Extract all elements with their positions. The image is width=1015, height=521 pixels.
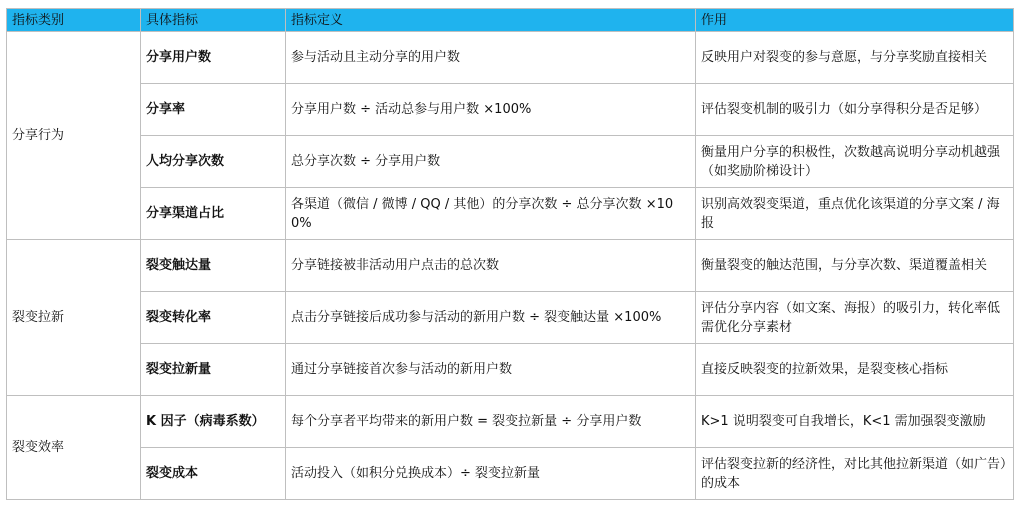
- header-definition[interactable]: 指标定义: [286, 9, 696, 32]
- header-indicator[interactable]: 具体指标: [141, 9, 286, 32]
- definition-cell[interactable]: 总分享次数 ÷ 分享用户数: [286, 136, 696, 188]
- table-row: [7, 344, 1014, 396]
- table-row: [7, 136, 1014, 188]
- category-cell[interactable]: 裂变效率: [7, 396, 141, 500]
- purpose-cell[interactable]: K>1 说明裂变可自我增长，K<1 需加强裂变激励: [696, 396, 1014, 448]
- table-row: [7, 84, 1014, 136]
- metrics-table: [6, 8, 1014, 500]
- indicator-cell[interactable]: 人均分享次数: [141, 136, 286, 188]
- header-row: [7, 9, 1014, 32]
- purpose-cell[interactable]: 评估裂变机制的吸引力（如分享得积分是否足够）: [696, 84, 1014, 136]
- definition-cell[interactable]: 各渠道（微信 / 微博 / QQ / 其他）的分享次数 ÷ 总分享次数 ×100%: [286, 188, 696, 240]
- table-row: [7, 448, 1014, 500]
- definition-cell[interactable]: 分享用户数 ÷ 活动总参与用户数 ×100%: [286, 84, 696, 136]
- table-row: [7, 396, 1014, 448]
- definition-cell[interactable]: 分享链接被非活动用户点击的总次数: [286, 240, 696, 292]
- purpose-cell[interactable]: 评估分享内容（如文案、海报）的吸引力，转化率低需优化分享素材: [696, 292, 1014, 344]
- category-cell[interactable]: 裂变拉新: [7, 240, 141, 396]
- indicator-cell[interactable]: 分享渠道占比: [141, 188, 286, 240]
- table-row: [7, 32, 1014, 84]
- indicator-cell[interactable]: 裂变触达量: [141, 240, 286, 292]
- indicator-cell[interactable]: 裂变拉新量: [141, 344, 286, 396]
- definition-cell[interactable]: 参与活动且主动分享的用户数: [286, 32, 696, 84]
- indicator-cell[interactable]: 分享用户数: [141, 32, 286, 84]
- purpose-cell[interactable]: 直接反映裂变的拉新效果，是裂变核心指标: [696, 344, 1014, 396]
- definition-cell[interactable]: 通过分享链接首次参与活动的新用户数: [286, 344, 696, 396]
- table-row: [7, 292, 1014, 344]
- definition-cell[interactable]: 每个分享者平均带来的新用户数 = 裂变拉新量 ÷ 分享用户数: [286, 396, 696, 448]
- header-purpose[interactable]: 作用: [696, 9, 1014, 32]
- indicator-cell[interactable]: K 因子（病毒系数）: [141, 396, 286, 448]
- definition-cell[interactable]: 活动投入（如积分兑换成本）÷ 裂变拉新量: [286, 448, 696, 500]
- category-cell[interactable]: 分享行为: [7, 32, 141, 240]
- purpose-cell[interactable]: 评估裂变拉新的经济性，对比其他拉新渠道（如广告）的成本: [696, 448, 1014, 500]
- purpose-cell[interactable]: 反映用户对裂变的参与意愿，与分享奖励直接相关: [696, 32, 1014, 84]
- indicator-cell[interactable]: 裂变转化率: [141, 292, 286, 344]
- table-row: [7, 188, 1014, 240]
- indicator-cell[interactable]: 分享率: [141, 84, 286, 136]
- purpose-cell[interactable]: 识别高效裂变渠道，重点优化该渠道的分享文案 / 海报: [696, 188, 1014, 240]
- purpose-cell[interactable]: 衡量用户分享的积极性，次数越高说明分享动机越强（如奖励阶梯设计）: [696, 136, 1014, 188]
- table-row: [7, 240, 1014, 292]
- indicator-cell[interactable]: 裂变成本: [141, 448, 286, 500]
- definition-cell[interactable]: 点击分享链接后成功参与活动的新用户数 ÷ 裂变触达量 ×100%: [286, 292, 696, 344]
- header-category[interactable]: 指标类别: [7, 9, 141, 32]
- purpose-cell[interactable]: 衡量裂变的触达范围，与分享次数、渠道覆盖相关: [696, 240, 1014, 292]
